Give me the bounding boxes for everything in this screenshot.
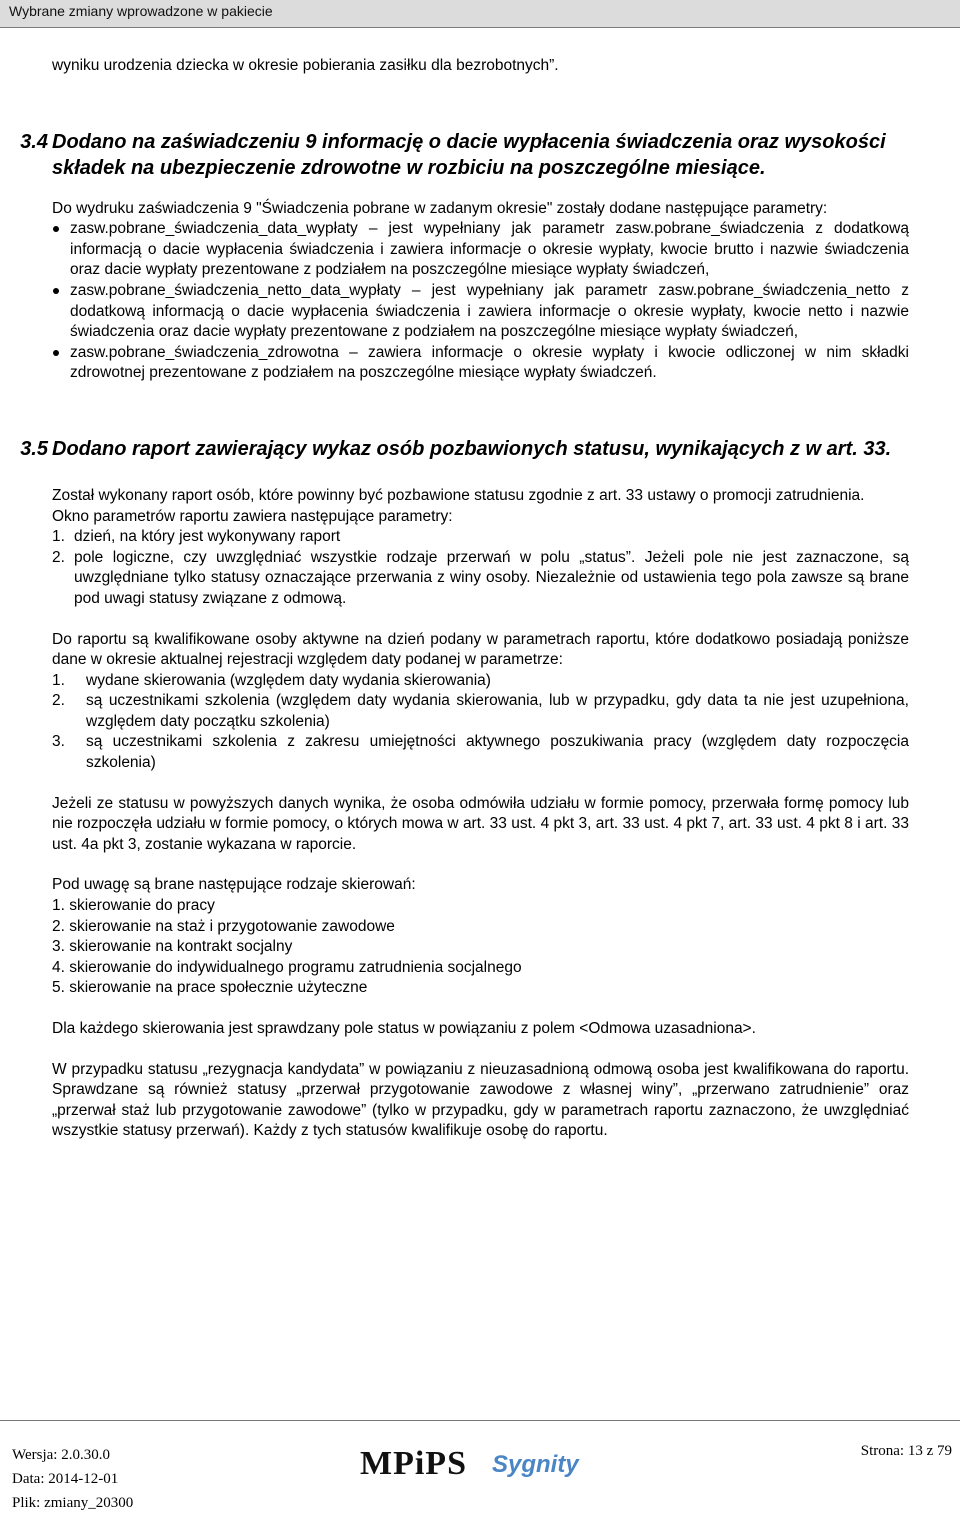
- list-item-text: pole logiczne, czy uwzględniać wszystkie rodzaje przerwań w polu „status”. Jeżeli pole nie jest zaznaczone, są uwzględniane tylko statusy oznaczające przerwania z winy osoby. Niezależnie od ustawienia tego pola zawsze są brane pod uwagi statusy związane z odmową.: [74, 548, 909, 607]
- paragraph: Został wykonany raport osób, które powinny być pozbawione statusu zgodnie z art. 33 ustawy o promocji zatrudnienia.: [52, 486, 865, 504]
- section-3-4-title: [20, 129, 909, 181]
- list-item-text: wydane skierowania (względem daty wydania skierowania): [86, 671, 491, 689]
- section-title-text: Dodano na zaświadczeniu 9 informację o dacie wypłacenia świadczenia oraz wysokości składek na ubezpieczenie zdrowotne w rozbiciu na poszczególne miesiące.: [52, 130, 886, 179]
- page-header: [0, 0, 960, 28]
- section-number: 3.5: [20, 437, 48, 460]
- page-number: Strona: 13 z 79: [860, 1443, 952, 1459]
- list-number: 3.: [52, 733, 65, 751]
- list-item: [52, 527, 909, 548]
- bullet-icon: [53, 226, 59, 232]
- criteria-list: [52, 671, 909, 774]
- sygnity-logo: Sygnity: [492, 1451, 579, 1478]
- referral-types-list: [52, 896, 909, 999]
- list-item-text: są uczestnikami szkolenia (względem daty wydania skierowania, lub w przypadku, gdy data ta nie jest uzupełniona, względem daty początku szkolenia): [86, 692, 909, 730]
- report-parameters-list: [52, 527, 909, 609]
- list-item-text: zasw.pobrane_świadczenia_zdrowotna – zawiera informacje o okresie wypłaty i kwocie odliczonej w nim składki zdrowotnej prezentowane z podziałem na poszczególne miesiące wypłaty świadczeń.: [70, 343, 909, 382]
- list-item-text: zasw.pobrane_świadczenia_data_wypłaty – jest wypełniany jak parametr zasw.pobrane_świadczenia z dodatkową informacją o dacie wypłacenia świadczenia i zawiera informacje o okresie wypłaty, kwocie brutto i nazwie świadczenia oraz dacie wypłaty prezentowane z podziałem na poszczególne miesiące wypłaty świadczeń,: [70, 220, 909, 279]
- list-item: [52, 691, 909, 732]
- version-label: Wersja: 2.0.30.0: [12, 1447, 110, 1463]
- list-item: 3. skierowanie na kontrakt socjalny: [52, 938, 293, 956]
- paragraph: Jeżeli ze statusu w powyższych danych wynika, że osoba odmówiła udziału w formie pomocy, przerwała formę pomocy lub nie rozpoczęła udziału w formie pomocy, o których mowa w art. 33 ust. 4 pkt 3, art. 33 ust. 4 pkt 7, art. 33 ust. 4 pkt 8 i art. 33 ust. 4a pkt 3, zostanie wykazana w raporcie.: [52, 794, 909, 853]
- list-number: 1.: [52, 528, 65, 546]
- list-item: 2. skierowanie na staż i przygotowanie zawodowe: [52, 917, 395, 935]
- paragraph: Pod uwagę są brane następujące rodzaje skierowań:: [52, 876, 416, 894]
- list-item: [52, 671, 909, 692]
- list-number: 1.: [52, 671, 65, 689]
- paragraph: Okno parametrów raportu zawiera następujące parametry:: [52, 507, 453, 525]
- list-item: 4. skierowanie do indywidualnego programu zatrudnienia socjalnego: [52, 958, 522, 976]
- list-item-text: dzień, na który jest wykonywany raport: [74, 528, 341, 546]
- footer-meta: [12, 1443, 133, 1515]
- file-label: Plik: zmiany_20300: [12, 1495, 134, 1511]
- paragraph: Do wydruku zaświadczenia 9 "Świadczenia pobrane w zadanym okresie" zostały dodane następujące parametry:: [52, 199, 828, 217]
- list-item-text: są uczestnikami szkolenia z zakresu umiejętności aktywnego poszukiwania pracy (względem daty rozpoczęcia szkolenia): [86, 733, 909, 772]
- list-item: [52, 732, 909, 773]
- list-item: 5. skierowanie na prace społecznie użyteczne: [52, 979, 368, 997]
- list-item: 1. skierowanie do pracy: [52, 897, 215, 915]
- section-3-5-title: [20, 436, 909, 462]
- paragraph: Do raportu są kwalifikowane osoby aktywne na dzień podany w parametrach raportu, które dodatkowo posiadają poniższe dane w okresie aktualnej rejestracji względem daty podanej w parametrze:: [52, 630, 909, 669]
- bullet-icon: [53, 350, 59, 356]
- list-number: 2.: [52, 548, 65, 566]
- bullet-icon: [53, 288, 59, 294]
- list-item: [52, 343, 909, 384]
- intro-line: wyniku urodzenia dziecka w okresie pobierania zasiłku dla bezrobotnych”.: [52, 57, 559, 74]
- mpips-logo: MPiPS: [360, 1445, 467, 1482]
- parameter-bullet-list: [52, 219, 909, 384]
- list-item-text: zasw.pobrane_świadczenia_netto_data_wypłaty – jest wypełniany jak parametr zasw.pobrane_świadczenia_netto z dodatkową informacją o dacie wypłacenia świadczenia i zawiera informacje o okresie wypłaty, kwocie netto i nazwie świadczenia oraz dacie wypłaty prezentowane z podziałem na poszczególne miesiące wypłaty świadczeń,: [70, 281, 909, 341]
- paragraph: Dla każdego skierowania jest sprawdzany pole status w powiązaniu z polem <Odmowa uzasadniona>.: [52, 1020, 756, 1037]
- document-body: [20, 56, 909, 1142]
- paragraph: W przypadku statusu „rezygnacja kandydata” w powiązaniu z nieuzasadnioną odmową osoba jest kwalifikowana do raportu. Sprawdzane są również statusy „przerwał przygotowanie zawodowe z własnej winy”, „przerwano zatrudnienie” oraz „przerwał staż lub przygotowanie zawodowe” (tylko w przypadku, gdy w parametrach raportu zaznaczono, że uwzględniać wszystkie statusy przerwań). Każdy z tych statusów kwalifikuje osobę do raportu.: [52, 1060, 909, 1140]
- section-title-text: Dodano raport zawierający wykaz osób pozbawionych statusu, wynikających z w art. 33.: [52, 437, 892, 460]
- section-number: 3.4: [20, 130, 48, 153]
- date-label: Data: 2014-12-01: [12, 1471, 119, 1487]
- header-title: Wybrane zmiany wprowadzone w pakiecie: [9, 3, 273, 19]
- list-number: 2.: [52, 692, 65, 710]
- list-item: [52, 219, 909, 281]
- list-item: [52, 281, 909, 343]
- list-item: [52, 548, 909, 610]
- page-footer: [0, 1420, 960, 1514]
